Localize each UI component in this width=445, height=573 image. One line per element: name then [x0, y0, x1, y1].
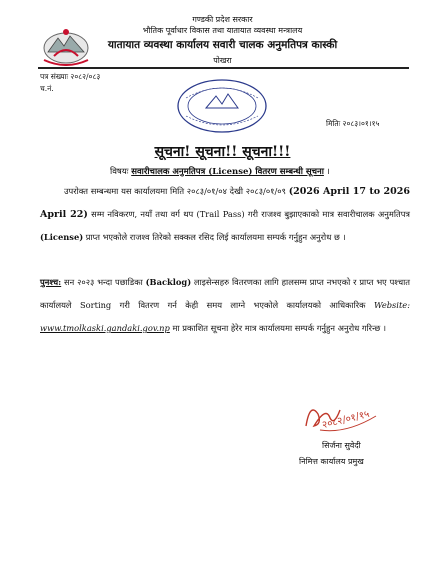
- header-office: यातायात व्यवस्था कार्यालय सवारी चालक अनुमतिपत्र कास्की: [107, 39, 338, 51]
- subject-end: ।: [326, 167, 330, 177]
- para2-text-b: लाइसेन्सहरु वितरणका लागि हालसम्म प्राप्त नभएको र प्राप्त भए पश्चात कार्यालयले Sorting गरी वितरण गर्न केही समय लाग्ने भएकोले कार्यालयको आधिकारिक: [40, 277, 410, 310]
- header-rule: [38, 67, 409, 69]
- subject-line: [110, 166, 330, 177]
- notice-title: सूचना! सूचना!! सूचना!!!: [154, 144, 291, 160]
- header-line1: गण्डकी प्रदेश सरकार: [192, 15, 253, 24]
- para1-license: (License): [40, 232, 84, 242]
- reference-number: पत्र संख्याः २०८२/०८३: [40, 72, 101, 81]
- notice-paragraph-1: [40, 180, 410, 249]
- para1-text-b: सम्म नविकरण, नयाँ तथा वर्ग थप (Trail Pass) गरी राजश्व बुझाएकाको मात्र सवारीचालक अनुमतिपत्र: [91, 209, 411, 219]
- para2-text-c: मा प्रकाशित सूचना हेरेर मात्र कार्यालयमा सम्पर्क गर्नुहुन अनुरोध गरिन्छ ।: [172, 323, 387, 333]
- website-label: Website:: [373, 300, 410, 310]
- para1-date-range: (2026 April 17 to 2026 April 22): [40, 186, 410, 220]
- notice-date: मितिः २०८३।०१।१५: [326, 119, 380, 128]
- para2-text-a: सन २०२३ भन्दा पछाडिका: [64, 277, 143, 287]
- website-link[interactable]: www.tmolkaski.gandaki.gov.np: [40, 323, 170, 333]
- subject-label: विषयः: [110, 167, 129, 177]
- para2-backlog: (Backlog): [145, 277, 192, 287]
- office-stamp: [176, 78, 268, 134]
- subject-text: सवारीचालक अनुमतिपत्र (License) वितरण सम्बन्धी सूचना: [131, 167, 324, 177]
- dispatch-number: च.नं.: [40, 84, 54, 93]
- postscript-label: पुनश्च:: [40, 277, 62, 287]
- header-city: पोखरा: [213, 56, 232, 65]
- header-ministry: भौतिक पूर्वाधार विकास तथा यातायात व्यवस्था मन्त्रालय: [142, 26, 303, 35]
- notice-paragraph-2: [40, 271, 410, 340]
- signatory-title: निमित्त कार्यालय प्रमुख: [299, 457, 364, 466]
- para1-text-c: प्राप्त भएकोले राजश्व तिरेको सक्कल रसिद लिई कार्यालयमा सम्पर्क गर्नुहुन अनुरोध छ ।: [85, 232, 346, 242]
- para1-text-a: उपरोक्त सम्बन्धमा यस कार्यालयमा मिति २०८३/०१/०४ देखी २०८३/०१/०९: [64, 186, 286, 196]
- signatory-name: सिर्जना सुवेदी: [322, 441, 361, 450]
- handwritten-signature: [300, 396, 382, 436]
- svg-text:२०८२/०१/१५: २०८२/०१/१५: [321, 408, 371, 432]
